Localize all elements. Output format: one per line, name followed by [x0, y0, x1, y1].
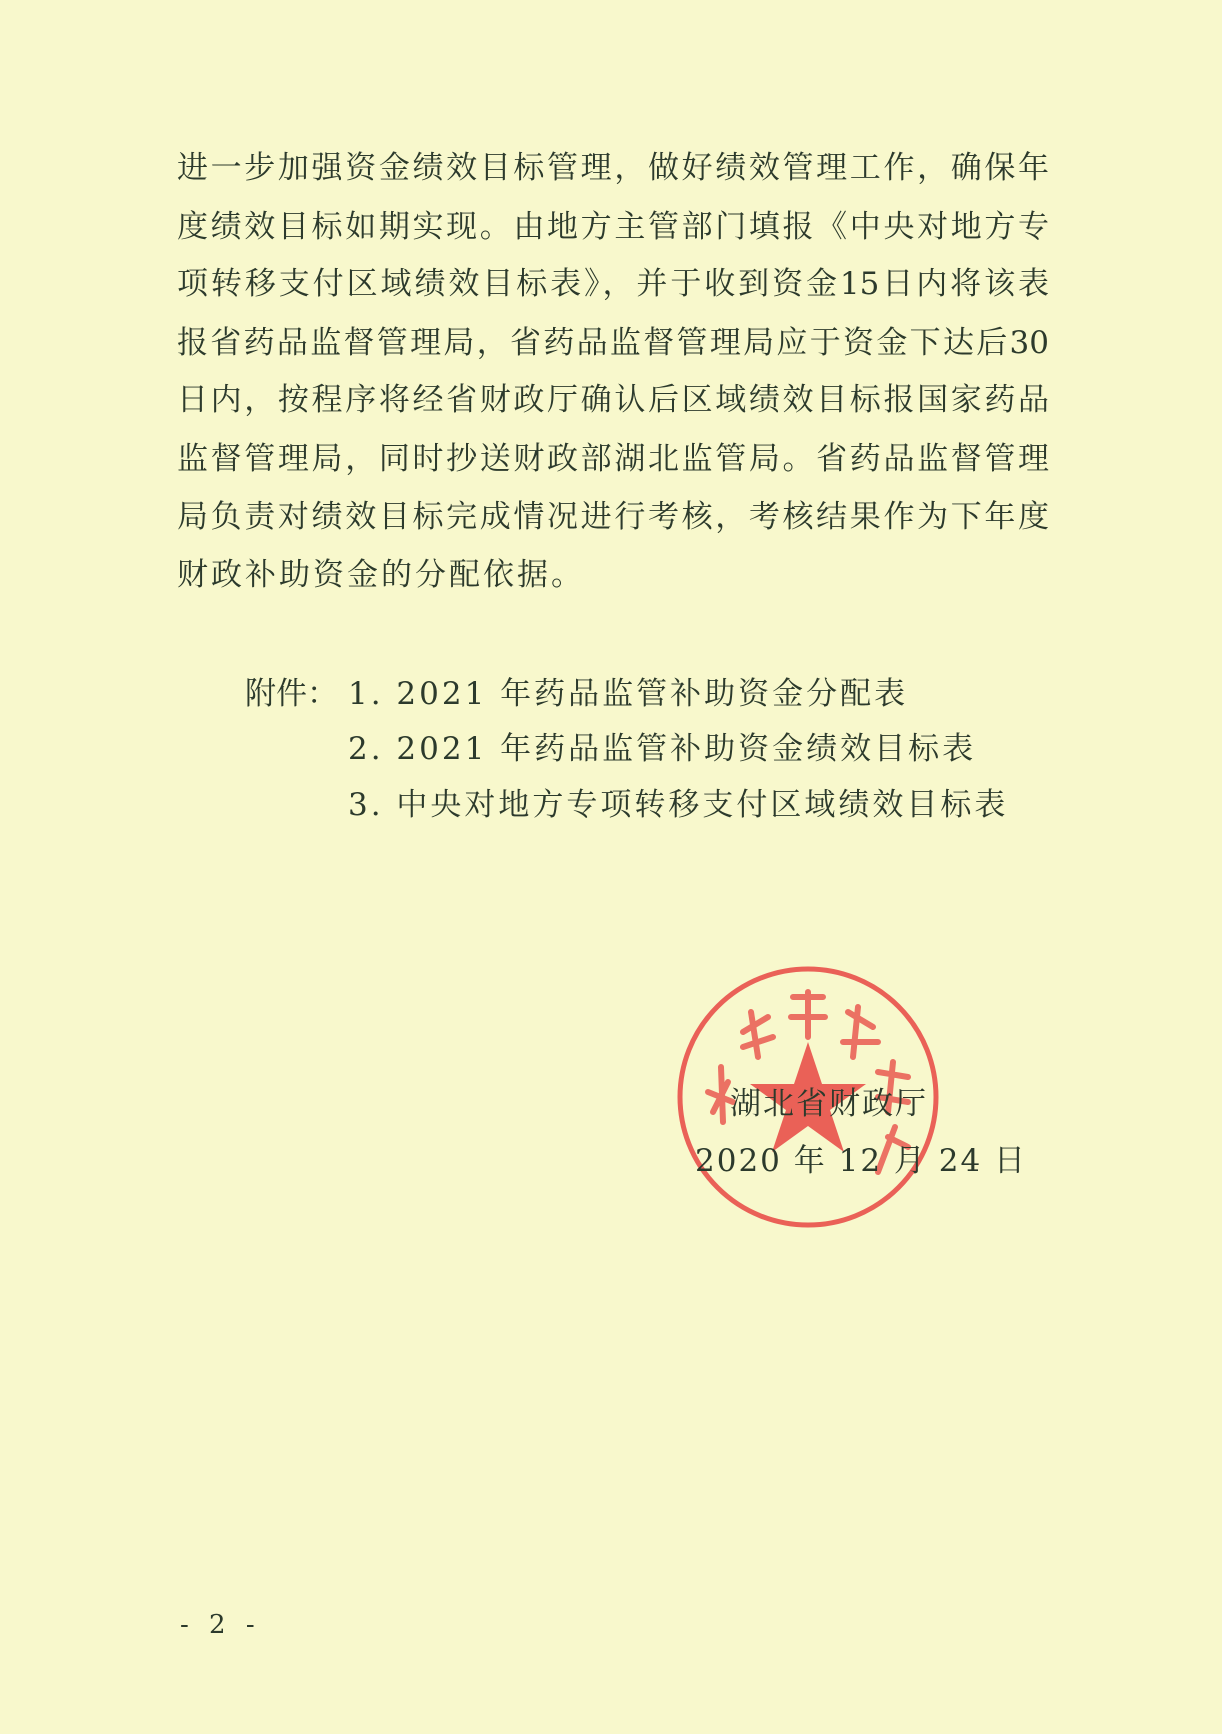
body-line: 报省药品监督管理局，省药品监督管理局应于资金下达后30: [177, 325, 1049, 361]
issuer-name: 湖北省财政厅: [730, 1086, 928, 1122]
body-line: 财政补助资金的分配依据。: [177, 557, 585, 593]
attachment-item: 3. 中央对地方专项转移支付区域绩效目标表: [348, 787, 1009, 823]
body-line: 项转移支付区域绩效目标表》，并于收到资金15日内将该表: [177, 266, 1049, 302]
attachments-label: 附件：: [245, 676, 338, 712]
attachment-item: 1. 2021 年药品监管补助资金分配表: [348, 676, 909, 712]
issue-date: 2020 年 12 月 24 日: [695, 1143, 1028, 1179]
page-number: - 2 -: [180, 1610, 261, 1640]
body-line: 日内，按程序将经省财政厅确认后区域绩效目标报国家药品: [177, 382, 1049, 418]
body-line: 度绩效目标如期实现。由地方主管部门填报《中央对地方专: [177, 209, 1049, 245]
body-line: 进一步加强资金绩效目标管理，做好绩效管理工作，确保年: [177, 150, 1049, 186]
body-line: 局负责对绩效目标完成情况进行考核，考核结果作为下年度: [177, 499, 1049, 535]
body-line: 监督管理局，同时抄送财政部湖北监管局。省药品监督管理: [177, 441, 1049, 477]
attachment-item: 2. 2021 年药品监管补助资金绩效目标表: [348, 731, 977, 767]
